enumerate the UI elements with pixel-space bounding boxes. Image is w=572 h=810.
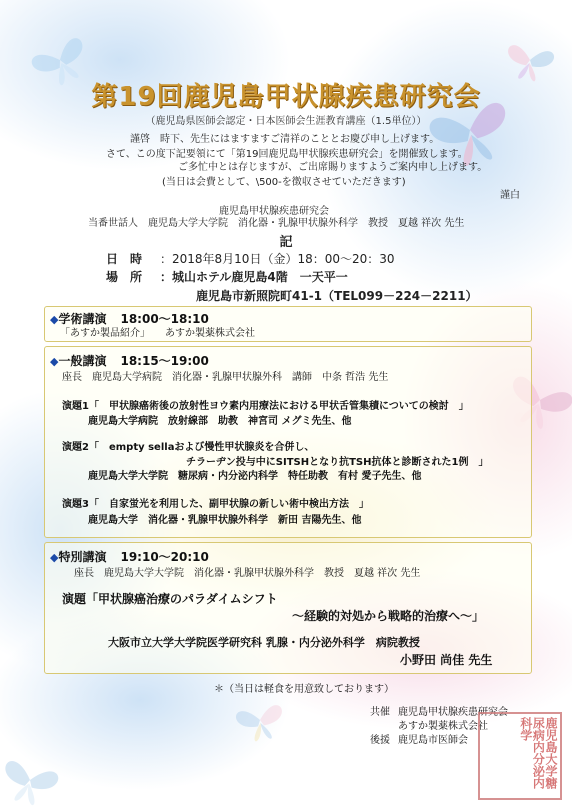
- date-label: 日 時: [106, 252, 143, 266]
- place-label: 場 所: [106, 270, 143, 284]
- greeting-line-2: さて、この度下記要領にて「第19回鹿児島甲状腺疾患研究会」を開催致します。: [106, 149, 468, 160]
- page-subtitle: （鹿児島県医師会認定・日本医師会生涯教育講座（1.5単位））: [145, 116, 427, 127]
- greeting-closing: 謹白: [500, 190, 520, 201]
- general-heading-row: [50, 350, 209, 369]
- general-time: 18:15～19:00: [120, 354, 209, 368]
- page-title: 第19回鹿児島甲状腺疾患研究会: [91, 82, 481, 112]
- diamond-icon: ◆: [50, 313, 59, 326]
- talk-3-title: 演題3「 自家蛍光を利用した、副甲状腺の新しい術中検出方法 」: [62, 499, 369, 510]
- talk-2-speaker: 鹿児島大学大学院 糖尿病・内分泌内科学 特任助教 有村 愛子先生、他: [88, 471, 422, 482]
- organizer-host: 当番世話人 鹿児島大学大学院 消化器・乳腺甲状腺外科学 教授 夏越 祥次 先生: [88, 218, 465, 229]
- talk-3-speaker: 鹿児島大学 消化器・乳腺甲状腺外科学 新田 吉陽先生、他: [88, 515, 362, 526]
- organizer-name: 鹿児島甲状腺疾患研究会: [219, 206, 329, 217]
- academic-time: 18:00～18:10: [120, 312, 209, 326]
- footnote: ＊（当日は軽食を用意致しております）: [214, 684, 394, 695]
- greeting-line-4: (当日は会費として、\500-を徴収させていただきます): [162, 177, 406, 188]
- ki-heading: 記: [279, 235, 293, 250]
- special-lecture-subtitle: ～経験的対処から戦略的治療へ～」: [292, 609, 485, 623]
- place-address: 鹿児島市新照院町41-1（TEL099－224－2211）: [196, 289, 478, 303]
- talk-1-speaker: 鹿児島大学病院 放射線部 助教 神宮司 メグミ先生、他: [88, 416, 352, 427]
- special-chair: 座長 鹿児島大学大学院 消化器・乳腺甲状腺外科学 教授 夏越 祥次 先生: [74, 568, 421, 579]
- greeting-line-3: ご多忙中とは存じますが、ご出席賜りますようご案内申し上げます。: [178, 162, 488, 173]
- support-org: 鹿児島市医師会: [398, 735, 468, 746]
- diamond-icon: ◆: [50, 355, 59, 368]
- greeting-line-1: 謹啓 時下、先生にはますますご清祥のこととお慶び申し上げます。: [130, 134, 440, 145]
- special-speaker: 小野田 尚佳 先生: [400, 653, 493, 667]
- special-affiliation: 大阪市立大学大学院医学研究科 乳腺・内分泌外科学 病院教授: [108, 636, 420, 649]
- diamond-icon: ◆: [50, 551, 59, 564]
- special-heading: 特別講演: [58, 550, 107, 564]
- general-heading: 一般講演: [58, 354, 107, 368]
- general-chair: 座長 鹿児島大学病院 消化器・乳腺甲状腺外科 講師 中条 哲浩 先生: [62, 372, 389, 383]
- cohost-2: あすか製薬株式会社: [398, 721, 488, 732]
- cohost-1: 鹿児島甲状腺疾患研究会: [398, 707, 508, 718]
- official-seal-stamp: 鹿児島大学糖尿病内分泌内科学: [478, 712, 562, 800]
- support-label: 後援: [370, 735, 390, 746]
- special-lecture-title: 演題「甲状腺癌治療のパラダイムシフト: [62, 592, 278, 606]
- special-time: 19:10～20:10: [120, 550, 209, 564]
- academic-heading: 学術講演: [58, 312, 107, 326]
- special-heading-row: [50, 546, 209, 565]
- date-value: ：2018年8月10日（金）18：00～20：30: [160, 252, 395, 266]
- talk-2-title: 演題2「 empty sellaおよび慢性甲状腺炎を合併し、: [62, 442, 315, 453]
- talk-1-title: 演題1「 甲状腺癌術後の放射性ヨウ素内用療法における甲状舌管集積についての検討 」: [62, 401, 469, 412]
- academic-item: 「あすか製品紹介」 あすか製薬株式会社: [60, 328, 255, 339]
- talk-2-title-cont: チラーヂン投与中にSITSHとなり抗TSH抗体と診断された1例 」: [186, 457, 489, 468]
- place-value: ：城山ホテル鹿児島4階 一天平一: [160, 270, 348, 284]
- cohost-label: 共催: [370, 707, 390, 718]
